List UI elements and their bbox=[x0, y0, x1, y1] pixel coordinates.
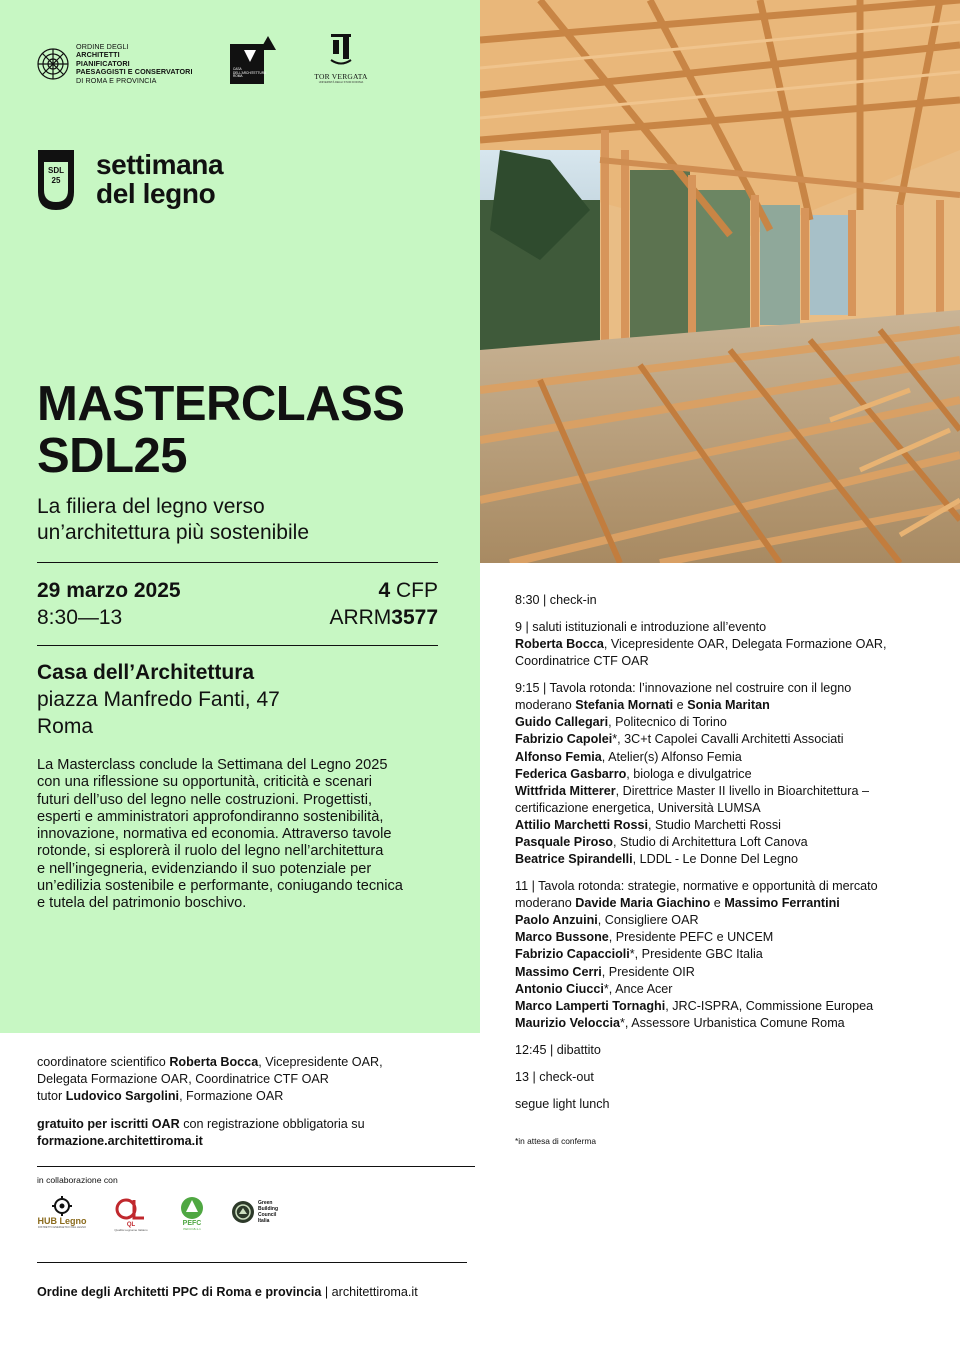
sdl-wordmark bbox=[96, 150, 223, 208]
program-text: *, 3C+t Capolei Cavalli Architetti Associati bbox=[612, 732, 844, 747]
pefc-name: PEFC bbox=[182, 1220, 202, 1227]
program-text: certificazione energetica, Università LUMSA bbox=[515, 800, 761, 815]
cfp-label: CFP bbox=[390, 579, 438, 602]
collaboration-label: in collaborazione con bbox=[37, 1175, 118, 1185]
program-line bbox=[515, 697, 945, 714]
hub-legno-name: HUB Legno bbox=[37, 1216, 87, 1226]
partner-gbc-italia bbox=[231, 1200, 291, 1224]
program-line bbox=[515, 1069, 945, 1086]
registration-link[interactable]: formazione.architettiroma.it bbox=[37, 1134, 203, 1148]
program-line bbox=[515, 895, 945, 912]
program-text: , Presidente PEFC e UNCEM bbox=[608, 930, 774, 945]
speaker-name: Fabrizio Capolei bbox=[515, 732, 613, 747]
casa-architettura-logo bbox=[230, 36, 278, 84]
partner-ql bbox=[110, 1196, 152, 1232]
ql-sub: Qualità Legname Italiano bbox=[114, 1228, 148, 1232]
partner-pefc bbox=[175, 1196, 209, 1231]
page-title bbox=[37, 378, 404, 482]
program-text: *, Presidente GBC Italia bbox=[629, 947, 763, 962]
divider bbox=[37, 562, 438, 563]
tor-vergata-name: TOR VERGATA bbox=[314, 72, 368, 81]
divider bbox=[37, 1262, 467, 1263]
venue bbox=[37, 659, 280, 740]
speaker-name: Fabrizio Capaccioli bbox=[515, 947, 630, 962]
program-line bbox=[515, 800, 945, 817]
coord-role: , Vicepresidente OAR, bbox=[258, 1055, 383, 1069]
program-line bbox=[515, 592, 945, 609]
sdl-badge-line-2: 25 bbox=[51, 176, 61, 185]
program-line bbox=[515, 981, 945, 998]
speaker-name: Paolo Anzuini bbox=[515, 913, 598, 928]
cfp-credits bbox=[378, 578, 438, 604]
title-line-2: SDL25 bbox=[37, 429, 188, 483]
description-line: esperti e amministratori approfondiranno sostenibilità, bbox=[37, 808, 384, 825]
sdl-name-line-1: settimana bbox=[96, 149, 224, 180]
divider bbox=[37, 1166, 475, 1167]
oar-line-5: DI ROMA E PROVINCIA bbox=[76, 75, 157, 85]
speaker-name: Pasquale Piroso bbox=[515, 835, 613, 849]
subtitle bbox=[37, 494, 309, 546]
speaker-name: Stefania Mornati bbox=[575, 698, 674, 713]
program-text: 12:45 | dibattito bbox=[515, 1042, 601, 1057]
program-line bbox=[515, 929, 945, 946]
program-text: , Studio Marchetti Rossi bbox=[647, 817, 781, 832]
program-line bbox=[515, 998, 945, 1015]
oar-line-4: PAESAGGISTI E CONSERVATORI bbox=[76, 67, 193, 77]
coord-label: coordinatore scientifico bbox=[37, 1055, 170, 1069]
event-time: 8:30—13 bbox=[37, 606, 123, 629]
sdl-badge-line-1: SDL bbox=[48, 166, 64, 175]
description-line: futuri dell’uso del legno nelle costruzioni. Progettisti, bbox=[37, 791, 373, 808]
program-text: , Atelier(s) Alfonso Femia bbox=[601, 749, 742, 764]
program-line bbox=[515, 1042, 945, 1059]
program-text: , LDDL - Le Donne Del Legno bbox=[632, 852, 799, 867]
speaker-name: Massimo Cerri bbox=[515, 964, 602, 979]
tor-vergata-emblem-icon bbox=[329, 34, 353, 66]
oar-rosette-icon bbox=[36, 47, 70, 81]
credits bbox=[37, 1054, 467, 1105]
description-line: La Masterclass conclude la Settimana del Legno 2025 bbox=[37, 757, 388, 773]
ql-name: QL bbox=[126, 1222, 136, 1228]
program-line bbox=[515, 783, 945, 800]
code-number: 3577 bbox=[391, 606, 438, 629]
program-text: , Politecnico di Torino bbox=[608, 715, 727, 730]
program-schedule bbox=[515, 592, 945, 1123]
description-line: con una riflessione su opportunità, criticità e scenari bbox=[37, 774, 373, 791]
tutor-label: tutor bbox=[37, 1089, 66, 1103]
oar-line-3: PIANIFICATORI bbox=[76, 58, 130, 68]
program-block bbox=[515, 878, 945, 1032]
title-line-1: MASTERCLASS bbox=[37, 377, 405, 431]
program-line bbox=[515, 680, 945, 697]
event-description bbox=[37, 757, 445, 913]
free-rest: con registrazione obbligatoria su bbox=[179, 1117, 365, 1131]
program-line bbox=[515, 912, 945, 929]
program-text: segue light lunch bbox=[515, 1096, 610, 1111]
description-line: un’edilizia sostenibile e performante, coniugando tecnica bbox=[37, 878, 403, 895]
program-line bbox=[515, 766, 945, 783]
cfp-number: 4 bbox=[378, 579, 391, 602]
program-line bbox=[515, 878, 945, 895]
program-text: 9 | saluti istituzionali e introduzione all’evento bbox=[515, 619, 767, 634]
program-text: 13 | check-out bbox=[515, 1069, 594, 1084]
speaker-name: Federica Gasbarro bbox=[515, 766, 627, 781]
tutor-role: , Formazione OAR bbox=[179, 1089, 284, 1103]
tor-vergata-subtext: UNIVERSITÀ DEGLI STUDI DI ROMA bbox=[318, 81, 364, 84]
program-line bbox=[515, 731, 945, 748]
program-line bbox=[515, 636, 945, 653]
program-block bbox=[515, 680, 945, 868]
program-line bbox=[515, 964, 945, 981]
speaker-name: Marco Lamperti Tornaghi bbox=[515, 998, 666, 1013]
speaker-name: Sonia Maritan bbox=[687, 698, 770, 713]
program-text: *, Ance Acer bbox=[603, 981, 673, 996]
program-text: 11 | Tavola rotonda: strategie, normative e opportunità di mercato bbox=[515, 879, 878, 894]
venue-name: Casa dell’Architettura bbox=[37, 661, 255, 684]
code-prefix: ARRM bbox=[329, 606, 392, 629]
oar-line-1: ORDINE DEGLI bbox=[76, 42, 129, 51]
pefc-sub: PEFC/18-1-1 bbox=[183, 1227, 201, 1231]
program-block bbox=[515, 592, 945, 609]
program-block bbox=[515, 1096, 945, 1113]
program-line bbox=[515, 1015, 945, 1032]
program-text: 8:30 | check-in bbox=[515, 593, 597, 607]
program-line bbox=[515, 749, 945, 766]
program-block bbox=[515, 1042, 945, 1059]
program-text: e bbox=[673, 698, 688, 713]
program-text: *, Assessore Urbanistica Comune Roma bbox=[620, 1015, 845, 1030]
program-line bbox=[515, 714, 945, 731]
speaker-name: Roberta Bocca bbox=[515, 637, 604, 652]
free-bold: gratuito per iscritti OAR bbox=[37, 1117, 180, 1131]
speaker-name: Alfonso Femia bbox=[515, 749, 602, 764]
speaker-name: Wittfrida Mitterer bbox=[515, 783, 616, 798]
program-text: , Vicepresidente OAR, Delegata Formazione OAR, bbox=[603, 637, 887, 652]
program-text: , Direttrice Master II livello in Bioarchitettura – bbox=[615, 783, 870, 798]
footer-org: Ordine degli Architetti PPC di Roma e provincia bbox=[37, 1285, 322, 1299]
program-line bbox=[515, 619, 945, 636]
casa-logo-text: CASA DELL'ARCHITETTURA ROMA bbox=[233, 67, 267, 79]
description-line: e nell’ingegneria, evidenziando il suo potenziale per bbox=[37, 860, 372, 877]
speaker-name: Attilio Marchetti Rossi bbox=[515, 817, 648, 832]
registration-info bbox=[37, 1116, 467, 1150]
speaker-name: Antonio Ciucci bbox=[515, 981, 604, 996]
program-text: , JRC-ISPRA, Commissione Europea bbox=[665, 998, 874, 1013]
description-line: e tutela del patrimonio boschivo. bbox=[37, 895, 247, 912]
program-text: , Presidente OIR bbox=[601, 964, 695, 979]
program-line bbox=[515, 653, 945, 670]
speaker-name: Beatrice Spirandelli bbox=[515, 852, 633, 867]
oar-line-2: ARCHITETTI bbox=[76, 50, 120, 60]
pefc-logo-icon bbox=[180, 1196, 204, 1220]
program-text: moderano bbox=[515, 896, 576, 911]
program-text: , Studio di Architettura Loft Canova bbox=[613, 835, 808, 849]
divider bbox=[37, 645, 438, 646]
hub-legno-icon bbox=[51, 1196, 73, 1216]
program-line bbox=[515, 851, 945, 868]
program-block bbox=[515, 1069, 945, 1086]
coord-role-2: Delegata Formazione OAR, Coordinatrice CTF OAR bbox=[37, 1072, 329, 1086]
program-text: Coordinatrice CTF OAR bbox=[515, 654, 649, 669]
coord-name: Roberta Bocca bbox=[169, 1055, 259, 1069]
program-text: moderano bbox=[515, 698, 576, 713]
partner-hub-legno bbox=[36, 1196, 88, 1229]
subtitle-line-1: La filiera del legno verso bbox=[37, 495, 265, 518]
program-text: , Consigliere OAR bbox=[597, 913, 699, 928]
sdl-name-line-2: del legno bbox=[96, 178, 216, 209]
ql-logo-icon bbox=[114, 1196, 148, 1222]
gbc-logo-icon bbox=[231, 1200, 255, 1224]
tor-vergata-logo bbox=[312, 34, 370, 88]
speaker-name: Maurizio Veloccia bbox=[515, 1015, 620, 1030]
course-code bbox=[329, 605, 438, 631]
footer-sep: | bbox=[321, 1285, 332, 1299]
description-line: innovazione, normativa ed economia. Attraverso tavole bbox=[37, 826, 392, 843]
description-line: rotonde, si esplorerà il ruolo del legno nell’architettura bbox=[37, 843, 384, 860]
speaker-name: Guido Callegari bbox=[515, 715, 609, 730]
gbc-name: Green Building Council Italia bbox=[258, 1200, 278, 1224]
program-line bbox=[515, 817, 945, 834]
program-line bbox=[515, 946, 945, 963]
event-date: 29 marzo 2025 bbox=[37, 579, 181, 602]
tutor-name: Ludovico Sargolini bbox=[65, 1089, 180, 1103]
sdl-badge bbox=[36, 148, 76, 212]
subtitle-line-2: un’architettura più sostenibile bbox=[37, 521, 309, 544]
speaker-name: Marco Bussone bbox=[515, 930, 609, 945]
hub-legno-sub: DISTRETTO ENERGETICO DEL LEGNO bbox=[38, 1226, 86, 1229]
timber-frame-photo bbox=[480, 0, 960, 563]
speaker-name: Davide Maria Giachino bbox=[575, 896, 711, 911]
program-block bbox=[515, 619, 945, 670]
venue-city: Roma bbox=[37, 715, 94, 738]
venue-address: piazza Manfredo Fanti, 47 bbox=[37, 688, 280, 711]
program-line bbox=[515, 1096, 945, 1113]
confirmation-note: *in attesa di conferma bbox=[515, 1136, 597, 1146]
footer bbox=[37, 1284, 418, 1300]
program-text: e bbox=[710, 896, 725, 911]
program-text: 9:15 | Tavola rotonda: l’innovazione nel costruire con il legno bbox=[515, 681, 852, 696]
program-text: , biologa e divulgatrice bbox=[626, 766, 752, 781]
program-line bbox=[515, 834, 945, 851]
footer-site-link[interactable]: architettiroma.it bbox=[331, 1285, 418, 1299]
oar-logo bbox=[36, 43, 193, 85]
speaker-name: Massimo Ferrantini bbox=[724, 896, 840, 911]
